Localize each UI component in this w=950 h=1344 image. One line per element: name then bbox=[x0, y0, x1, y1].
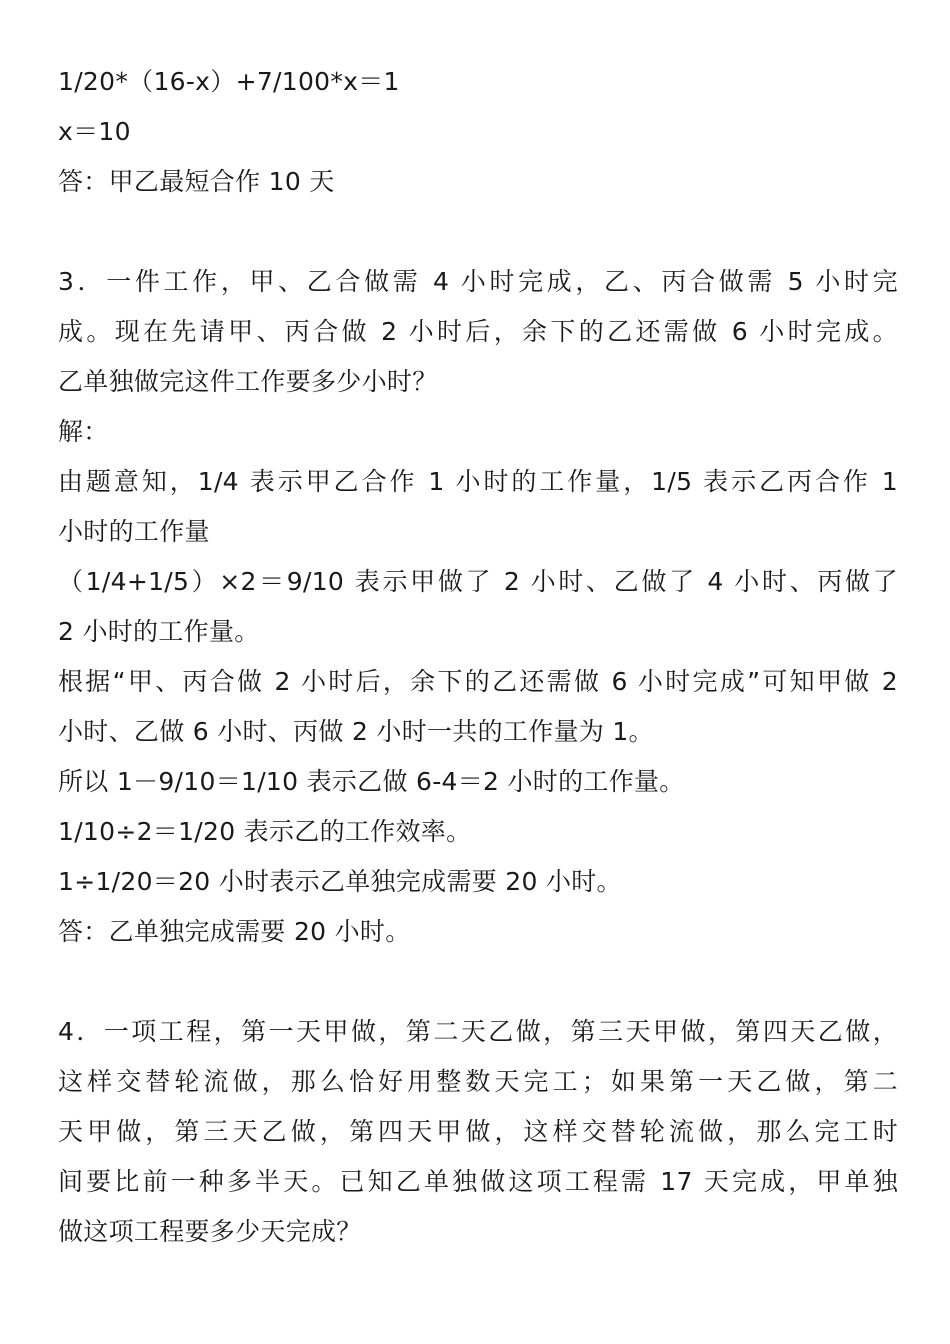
question-line: 这样交替轮流做，那么恰好用整数天完工；如果第一天乙做，第二 bbox=[58, 1067, 898, 1096]
question-line: 4．一项工程，第一天甲做，第二天乙做，第三天甲做，第四天乙做， bbox=[58, 1017, 898, 1046]
document-page bbox=[58, 57, 898, 1257]
paragraph-gap bbox=[58, 207, 898, 257]
paragraph-gap bbox=[58, 957, 898, 1007]
question-line: 乙单独做完这件工作要多少小时？ bbox=[58, 367, 438, 396]
result-line: x＝10 bbox=[58, 117, 131, 146]
question-line: 间要比前一种多半天。已知乙单独做这项工程需 17 天完成，甲单独 bbox=[58, 1167, 898, 1196]
question-line: 做这项工程要多少天完成？ bbox=[58, 1217, 362, 1246]
solution-line: 由题意知，1/4 表示甲乙合作 1 小时的工作量，1/5 表示乙丙合作 1 bbox=[58, 467, 898, 496]
solution-line: （1/4+1/5）×2＝9/10 表示甲做了 2 小时、乙做了 4 小时、丙做了 bbox=[58, 567, 898, 596]
question-line: 天甲做，第三天乙做，第四天甲做，这样交替轮流做，那么完工时 bbox=[58, 1117, 898, 1146]
solution-line: 1/10÷2＝1/20 表示乙的工作效率。 bbox=[58, 817, 472, 846]
solution-line: 小时的工作量 bbox=[58, 517, 210, 546]
solution-line: 所以 1－9/10＝1/10 表示乙做 6-4＝2 小时的工作量。 bbox=[58, 767, 685, 796]
solution-line: 根据“甲、丙合做 2 小时后，余下的乙还需做 6 小时完成”可知甲做 2 bbox=[58, 667, 898, 696]
answer-line: 答：乙单独完成需要 20 小时。 bbox=[58, 917, 411, 946]
answer-line: 答：甲乙最短合作 10 天 bbox=[58, 167, 335, 196]
problem-2-tail bbox=[58, 57, 898, 207]
question-line: 3．一件工作，甲、乙合做需 4 小时完成，乙、丙合做需 5 小时完 bbox=[58, 267, 898, 296]
problem-4 bbox=[58, 1007, 898, 1257]
solution-line: 小时、乙做 6 小时、丙做 2 小时一共的工作量为 1。 bbox=[58, 717, 654, 746]
problem-3 bbox=[58, 257, 898, 957]
solution-line: 1÷1/20＝20 小时表示乙单独完成需要 20 小时。 bbox=[58, 867, 622, 896]
question-line: 成。现在先请甲、丙合做 2 小时后，余下的乙还需做 6 小时完成。 bbox=[58, 317, 898, 346]
equation-line: 1/20*（16-x）+7/100*x＝1 bbox=[58, 67, 400, 96]
solution-label: 解： bbox=[58, 417, 109, 446]
solution-line: 2 小时的工作量。 bbox=[58, 617, 260, 646]
